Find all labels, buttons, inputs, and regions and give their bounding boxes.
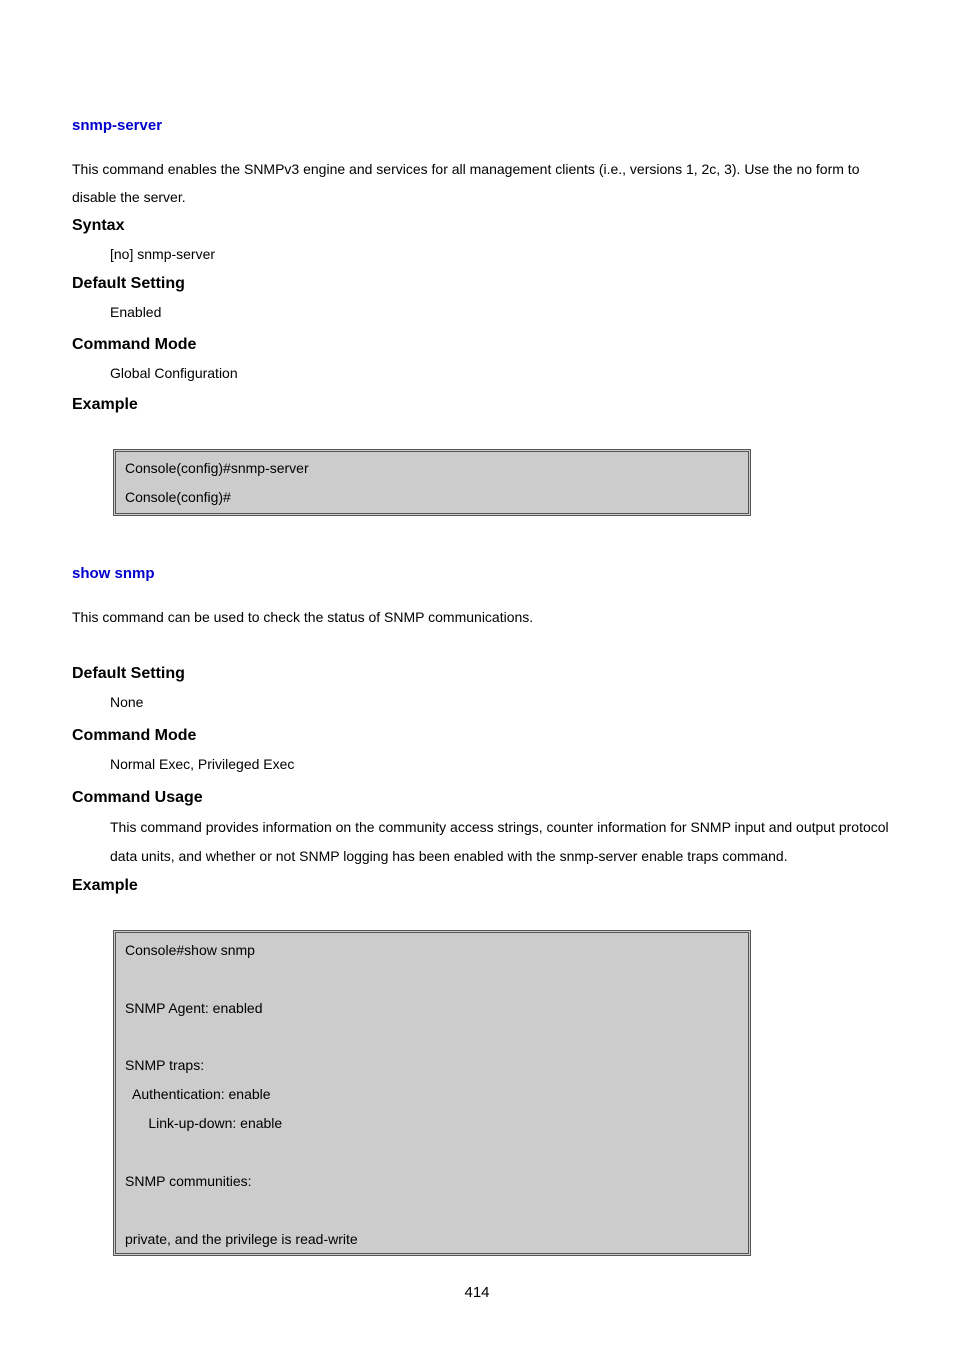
console-example-box	[113, 930, 751, 1256]
console-line: SNMP traps:	[125, 1057, 205, 1073]
command-usage-text: This command provides information on the community access strings, counter information for SNMP input and output protocol data units, and whether or not SNMP logging has been enabled with the snmp-server enable traps command.	[110, 819, 889, 864]
console-line: Authentication: enable	[125, 1086, 271, 1102]
example-heading: Example	[72, 396, 138, 413]
syntax-heading: Syntax	[72, 217, 125, 234]
example-heading: Example	[72, 877, 138, 894]
syntax-text: [no] snmp-server	[110, 246, 216, 262]
default-setting-value: Enabled	[110, 304, 162, 320]
command-description: This command can be used to check the status of SNMP communications.	[72, 609, 534, 625]
command-usage-heading: Command Usage	[72, 789, 203, 806]
console-line: SNMP communities:	[125, 1173, 252, 1189]
page-number: 414	[464, 1284, 490, 1301]
command-mode-heading: Command Mode	[72, 727, 197, 744]
console-line: private, and the privilege is read-write	[125, 1231, 358, 1247]
default-setting-value: None	[110, 694, 144, 710]
console-line: Console(config)#snmp-server	[125, 460, 309, 476]
console-line: Link-up-down: enable	[125, 1115, 283, 1131]
command-title-snmp-server: snmp-server	[72, 117, 163, 134]
default-setting-heading: Default Setting	[72, 665, 185, 682]
command-mode-value: Normal Exec, Privileged Exec	[110, 756, 295, 772]
command-description: This command enables the SNMPv3 engine and services for all management clients (i.e., versions 1, 2c, 3). Use the no form to disable the server.	[72, 161, 860, 205]
console-line: Console(config)#	[125, 489, 231, 505]
command-mode-value: Global Configuration	[110, 365, 238, 381]
console-line: SNMP Agent: enabled	[125, 1000, 263, 1016]
console-example-box	[113, 449, 751, 516]
command-mode-heading: Command Mode	[72, 336, 197, 353]
default-setting-heading: Default Setting	[72, 275, 185, 292]
console-line: Console#show snmp	[125, 942, 255, 958]
command-title-show-snmp: show snmp	[72, 565, 155, 582]
